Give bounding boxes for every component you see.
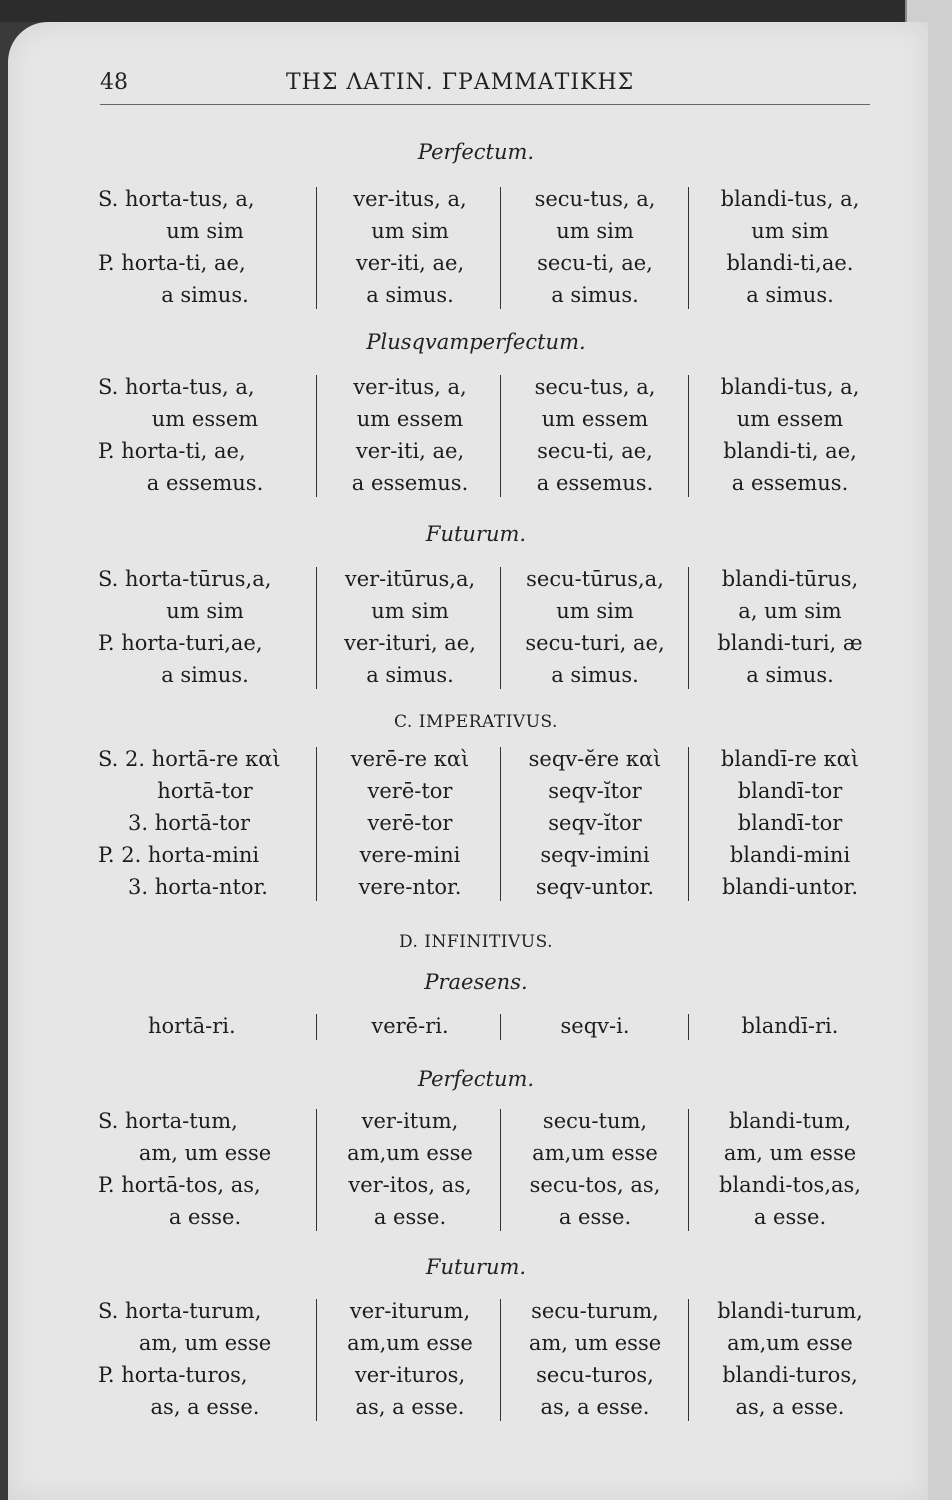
vereri-column-cell: am,um esse [347,1141,473,1165]
sequi-column-cell: seqv-ĭtor [548,779,642,803]
sequi-column-cell: a esse. [558,1205,632,1229]
vereri-column-cell: am,um esse [347,1331,473,1355]
sequi-column-cell: secu-tus, a, [534,375,656,399]
sequi-column-cell: um essem [541,407,649,431]
hortari-column-cell: P. horta-turi,ae, [98,631,263,655]
hortari-column-cell: um sim [166,599,244,623]
vereri-column-cell: um sim [371,219,449,243]
blandiri-column-cell: blandi-ti, ae, [723,439,857,463]
vereri-column-cell: a essemus. [351,471,469,495]
section-title-praesens: Praesens. [424,970,528,994]
column-divider [688,187,689,309]
hortari-column-cell: hortā-tor [157,779,253,803]
column-divider [316,375,317,497]
column-divider [500,375,501,497]
section-title-perfectum: Perfectum. [417,140,535,164]
vereri-column-cell: as, a esse. [355,1395,465,1419]
blandiri-column-cell: um sim [751,219,829,243]
sequi-column-cell: secu-tum, [542,1109,648,1133]
hortari-column-cell: as, a esse. [150,1395,260,1419]
hortari-column-cell: S. horta-tus, a, [98,187,255,211]
column-divider [500,187,501,309]
vereri-column-cell: ver-itūrus,a, [344,567,476,591]
sequi-column-cell: secu-ti, ae, [537,439,653,463]
sequi-column-cell: um sim [556,219,634,243]
hortari-column-cell: um sim [166,219,244,243]
blandiri-column-cell: blandi-turi, æ [717,631,863,655]
sequi-column-cell: a simus. [551,283,639,307]
blandiri-column-cell: am,um esse [727,1331,853,1355]
blandiri-column-cell: blandī-re καὶ [720,747,860,771]
blandiri-column-cell: a essemus. [731,471,849,495]
sequi-column-cell: secu-tūrus,a, [526,567,664,591]
hortari-column-cell: S. horta-tum, [98,1109,238,1133]
blandiri-column-cell: blandī-tor [737,779,843,803]
hortari-column-cell: um essem [151,407,259,431]
blandiri-column-cell: a esse. [753,1205,827,1229]
hortari-column-cell: S. horta-turum, [98,1299,262,1323]
column-divider [500,1299,501,1421]
vereri-column-cell: ver-itos, as, [348,1173,472,1197]
sequi-column-cell: seqv-ĕre καὶ [528,747,662,771]
vereri-column-cell: a esse. [373,1205,447,1229]
section-title-infinitivus: D. INFINITIVUS. [398,932,554,952]
column-divider [688,747,689,901]
vereri-column-cell: ver-ituros, [354,1363,466,1387]
vereri-column-cell: vere-mini [359,843,461,867]
vereri-column-cell: ver-itus, a, [353,187,467,211]
page-header [100,70,870,102]
hortari-column-cell: a esse. [168,1205,242,1229]
sequi-column-cell: a simus. [551,663,639,687]
hortari-column-cell: S. 2. hortā-re καὶ [98,747,281,771]
column-divider [316,1014,317,1040]
blandiri-column-cell: um essem [736,407,844,431]
column-divider [688,1299,689,1421]
column-divider [500,1014,501,1040]
vereri-column-cell: a simus. [366,663,454,687]
blandiri-column-cell: blandi-tus, a, [720,375,860,399]
sequi-column-cell: secu-tus, a, [534,187,656,211]
sequi-column-cell: secu-turi, ae, [525,631,665,655]
section-title-plusquamperfectum: Plusqvamperfectum. [366,330,586,354]
blandiri-column-cell: blandi-tum, [728,1109,851,1133]
sequi-column-cell: as, a esse. [540,1395,650,1419]
blandiri-column-cell: blandi-tūrus, [721,567,859,591]
vereri-column-cell: ver-ituri, ae, [344,631,476,655]
vereri-column-cell: verē-re καὶ [350,747,470,771]
column-divider [316,567,317,689]
sequi-column-cell: am, um esse [528,1331,662,1355]
blandiri-column-cell: a simus. [746,283,834,307]
blandiri-column-cell: as, a esse. [735,1395,845,1419]
hortari-column-cell: a simus. [161,283,249,307]
page-number: 48 [100,70,128,95]
vereri-column-cell: ver-iti, ae, [355,439,465,463]
hortari-column-cell: P. 2. horta-mini [98,843,260,867]
column-divider [500,567,501,689]
vereri-column-cell: verē-tor [367,811,453,835]
vereri-column-cell: ver-iti, ae, [355,251,465,275]
sequi-column-cell: seqv-imini [540,843,650,867]
background-top [0,0,952,22]
hortari-column-cell: 3. horta-ntor. [128,875,268,899]
hortari-column-cell: a simus. [161,663,249,687]
sequi-column-cell: seqv-i. [560,1014,630,1038]
blandiri-column-cell: a, um sim [738,599,842,623]
column-divider [316,747,317,901]
sequi-column-cell: am,um esse [532,1141,658,1165]
section-title-inf-perfectum: Perfectum. [417,1067,535,1091]
sequi-column-cell: secu-ti, ae, [537,251,653,275]
section-title-imperativus: C. IMPERATIVUS. [394,712,558,732]
column-divider [316,187,317,309]
blandiri-column-cell: blandī-tor [737,811,843,835]
column-divider [688,1014,689,1040]
running-title: ΤΗΣ ΛΑΤΙΝ. ΓΡΑΜΜΑΤΙΚΗΣ [286,70,635,95]
sequi-column-cell: secu-turos, [536,1363,654,1387]
sequi-column-cell: secu-tos, as, [529,1173,661,1197]
vereri-column-cell: vere-ntor. [358,875,462,899]
hortari-column-cell: 3. hortā-tor [128,811,251,835]
sequi-column-cell: seqv-ĭtor [548,811,642,835]
column-divider [688,375,689,497]
blandiri-column-cell: blandī-ri. [741,1014,839,1038]
column-divider [500,1109,501,1231]
blandiri-column-cell: blandi-ti,ae. [726,251,854,275]
hortari-column-cell: S. horta-tūrus,a, [98,567,272,591]
blandiri-column-cell: blandi-tos,as, [719,1173,861,1197]
blandiri-column-cell: a simus. [746,663,834,687]
hortari-column-cell: P. hortā-tos, as, [98,1173,261,1197]
vereri-column-cell: um sim [371,599,449,623]
blandiri-column-cell: blandi-tus, a, [720,187,860,211]
column-divider [316,1109,317,1231]
vereri-column-cell: ver-itum, [361,1109,459,1133]
blandiri-column-cell: blandi-untor. [722,875,858,899]
hortari-column-cell: P. horta-turos, [98,1363,248,1387]
blandiri-column-cell: am, um esse [723,1141,857,1165]
hortari-column-cell: P. horta-ti, ae, [98,251,246,275]
hortari-column-cell: am, um esse [138,1331,272,1355]
section-title-inf-futurum: Futurum. [425,1255,527,1279]
column-divider [500,747,501,901]
hortari-column-cell: a essemus. [146,471,264,495]
blandiri-column-cell: blandi-turum, [717,1299,863,1323]
vereri-column-cell: verē-ri. [371,1014,449,1038]
hortari-column-cell: hortā-ri. [148,1014,236,1038]
sequi-column-cell: secu-turum, [531,1299,659,1323]
column-divider [688,567,689,689]
sequi-column-cell: a essemus. [536,471,654,495]
hortari-column-cell: P. horta-ti, ae, [98,439,246,463]
vereri-column-cell: ver-itus, a, [353,375,467,399]
sequi-column-cell: um sim [556,599,634,623]
header-rule [100,104,870,105]
blandiri-column-cell: blandi-turos, [722,1363,858,1387]
vereri-column-cell: a simus. [366,283,454,307]
column-divider [316,1299,317,1421]
hortari-column-cell: am, um esse [138,1141,272,1165]
hortari-column-cell: S. horta-tus, a, [98,375,255,399]
vereri-column-cell: verē-tor [367,779,453,803]
section-title-futurum: Futurum. [425,522,527,546]
sequi-column-cell: seqv-untor. [535,875,655,899]
vereri-column-cell: ver-iturum, [349,1299,471,1323]
vereri-column-cell: um essem [356,407,464,431]
column-divider [688,1109,689,1231]
blandiri-column-cell: blandi-mini [729,843,851,867]
